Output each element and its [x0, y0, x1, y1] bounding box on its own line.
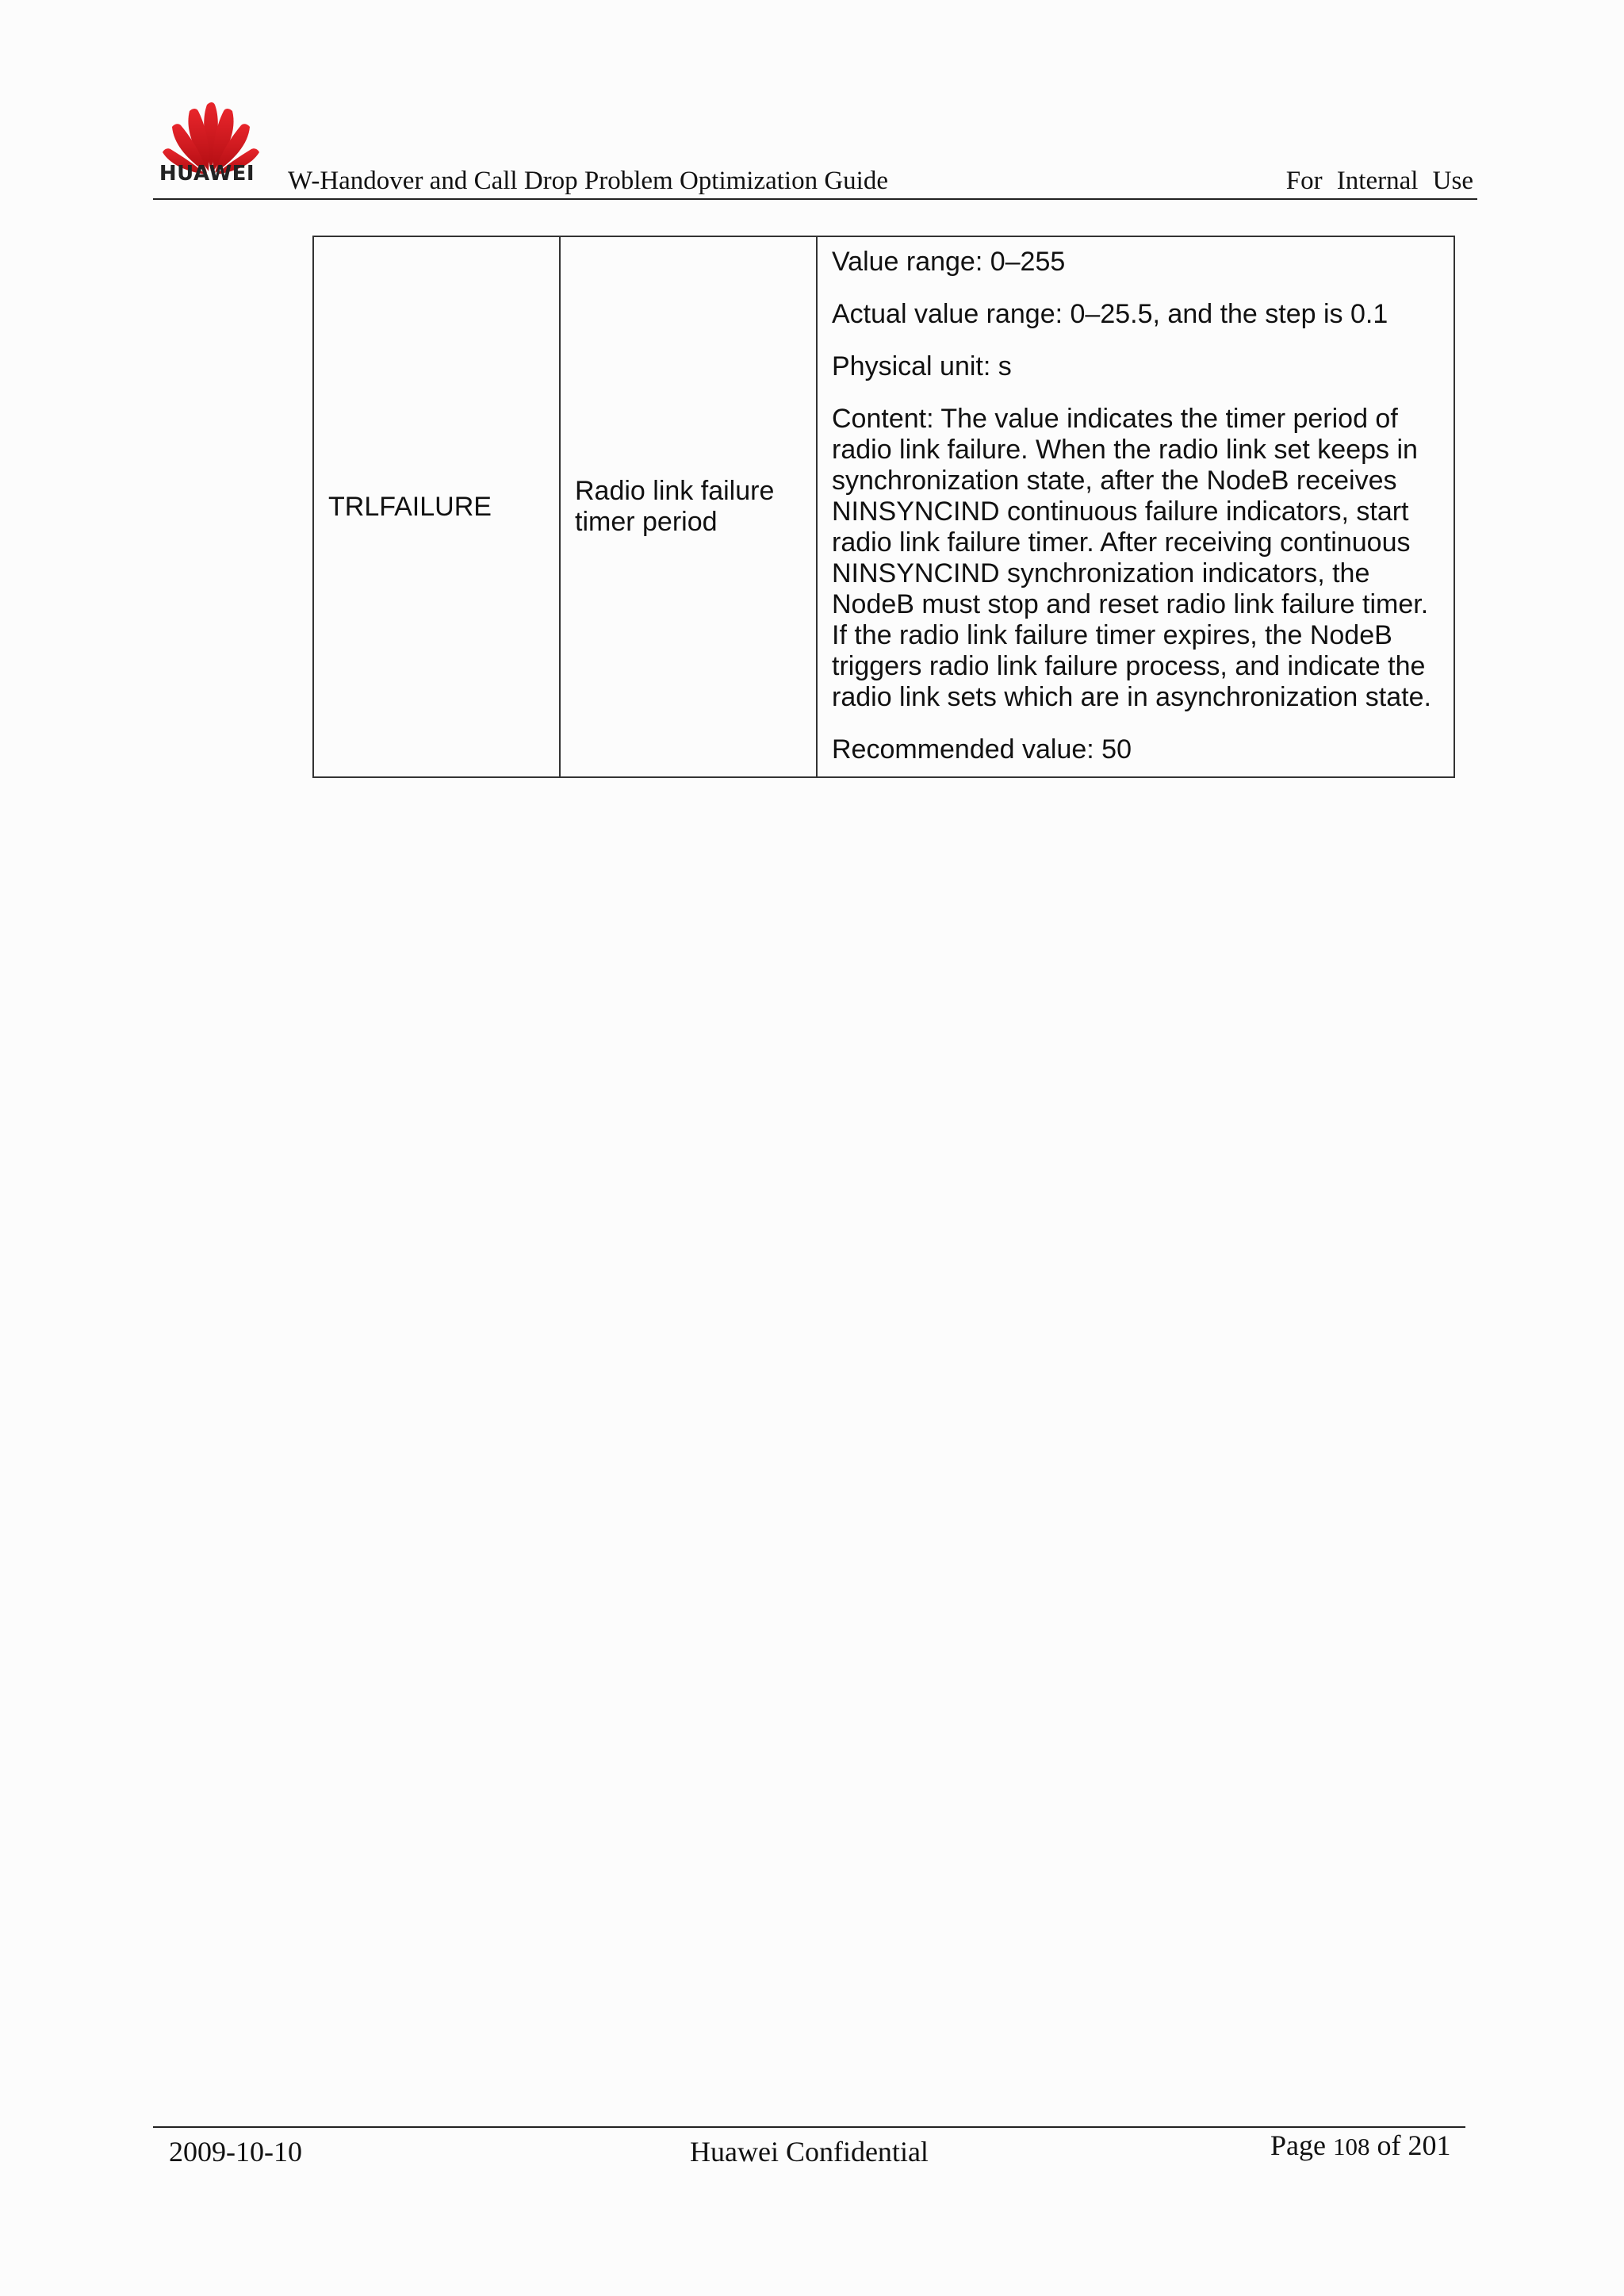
parameter-name-cell — [313, 236, 560, 777]
page-prefix: Page — [1270, 2129, 1326, 2161]
page-total: 201 — [1408, 2129, 1451, 2161]
page-number — [1270, 2129, 1450, 2162]
parameter-description: Radio link failure timer period — [575, 476, 775, 537]
document-title: W-Handover and Call Drop Problem Optimization Guide — [288, 167, 889, 195]
parameter-description-cell — [560, 236, 817, 777]
usage-classification: For Internal Use — [1285, 167, 1473, 195]
actual-value-range: Actual value range: 0–25.5, and the step is 0.1 — [832, 299, 1388, 329]
logo-wordmark: HUAWEI — [159, 162, 255, 186]
recommended-value: Recommended value: 50 — [832, 734, 1132, 765]
content-description: Content: The value indicates the timer period of radio link failure. When the radio link set keeps in synchronization state, after the NodeB receives NINSYNCIND continuous failure indicators, start radio link failure timer. After receiving continuous NINSYNCIND synchronization indicators, the NodeB must stop and reset radio link failure timer. If the radio link failure timer expires, the NodeB triggers radio link failure process, and indicate the radio link sets which are in asynchronization state. — [832, 404, 1431, 712]
parameter-table — [312, 236, 1455, 778]
physical-unit: Physical unit: s — [832, 351, 1012, 381]
parameter-name: TRLFAILURE — [328, 491, 492, 522]
header-divider — [153, 198, 1477, 200]
page-current: 108 — [1332, 2133, 1370, 2160]
footer-confidential: Huawei Confidential — [690, 2136, 929, 2168]
page-of: of — [1377, 2129, 1401, 2161]
table-row — [313, 236, 1454, 777]
value-range: Value range: 0–255 — [832, 247, 1066, 277]
footer-date: 2009-10-10 — [169, 2136, 302, 2168]
parameter-details-cell — [817, 236, 1454, 777]
footer-divider — [153, 2126, 1465, 2128]
page-header — [153, 79, 1477, 203]
